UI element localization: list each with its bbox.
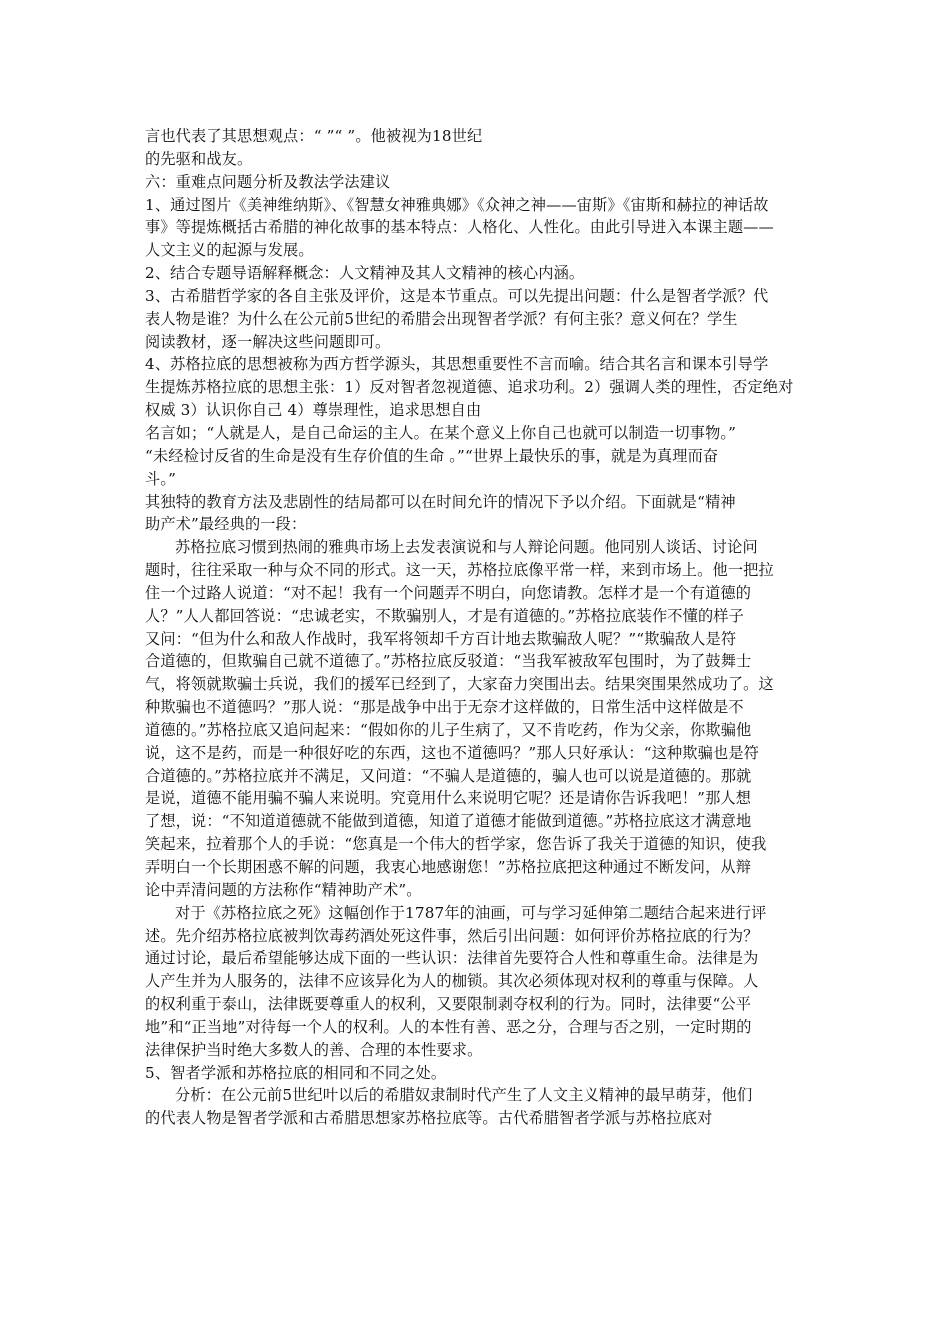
- text-line: 对于《苏格拉底之死》这幅创作于1787年的油画，可与学习延伸第二题结合起来进行评: [175, 903, 767, 922]
- text-line: 表人物是谁？为什么在公元前5世纪的希腊会出现智者学派？有何主张？意义何在？学生: [145, 309, 738, 328]
- text-line: 2、结合专题导语解释概念：人文精神及其人文精神的核心内涵。: [145, 264, 585, 283]
- text-line: 斗。”: [145, 469, 176, 488]
- text-line: 阅读教材，逐一解决这些问题即可。: [145, 332, 391, 351]
- text-line: 了想，说：“不知道道德就不能做到道德，知道了道德才能做到道德。”苏格拉底这才满意地: [145, 812, 752, 831]
- text-line: 1、通过图片《美神维纳斯》、《智慧女神雅典娜》《众神之神——宙斯》《宙斯和赫拉的神话故: [145, 195, 769, 214]
- text-line: 题时，往往采取一种与众不同的形式。这一天，苏格拉底像平常一样，来到市场上。他一把拉: [145, 561, 774, 580]
- text-line: 人？”人人都回答说：“忠诚老实，不欺骗别人，才是有道德的。”苏格拉底装作不懂的样子: [145, 606, 744, 625]
- text-line: 人文主义的起源与发展。: [145, 241, 314, 260]
- text-line: 4、苏格拉底的思想被称为西方哲学源头，其思想重要性不言而喻。结合其名言和课本引导学: [145, 355, 769, 374]
- text-line: 的代表人物是智者学派和古希腊思想家苏格拉底等。古代希腊智者学派与苏格拉底对: [145, 1109, 713, 1128]
- text-line: 述。先介绍苏格拉底被判饮毒药酒处死这件事，然后引出问题：如何评价苏格拉底的行为？: [145, 926, 759, 945]
- text-line: 分析：在公元前5世纪叶以后的希腊奴隶制时代产生了人文主义精神的最早萌芽，他们: [175, 1086, 753, 1105]
- text-line: 笑起来，拉着那个人的手说：“您真是一个伟大的哲学家，您告诉了我关于道德的知识，使我: [145, 835, 767, 854]
- text-line: 其独特的教育方法及悲剧性的结局都可以在时间允许的情况下予以介绍。下面就是“精神: [145, 492, 736, 511]
- text-line: 苏格拉底习惯到热闹的雅典市场上去发表演说和与人辩论问题。他同别人谈话、讨论问: [175, 538, 758, 557]
- text-line: 名言如；“人就是人，是自己命运的主人。在某个意义上你自己也就可以制造一切事物。”: [145, 423, 737, 442]
- text-line: 道德的。”苏格拉底又追问起来：“假如你的儿子生病了，又不肯吃药，作为父亲，你欺骗他: [145, 720, 752, 739]
- text-line: 事》等提炼概括古希腊的神化故事的基本特点：人格化、人性化。由此引导进入本课主题——: [145, 218, 774, 237]
- text-line: 说，这不是药，而是一种很好吃的东西，这也不道德吗？”那人只好承认：“这种欺骗也是符: [145, 743, 759, 762]
- text-line: 法律保护当时绝大多数人的善、合理的本性要求。: [145, 1040, 483, 1059]
- text-line: 论中弄清问题的方法称作“精神助产术”。: [145, 880, 422, 899]
- text-line: 3、古希腊哲学家的各自主张及评价，这是本节重点。可以先提出问题：什么是智者学派？代: [145, 286, 769, 305]
- text-line: 气，将领就欺骗士兵说，我们的援军已经到了，大家奋力突围出去。结果突围果然成功了。这: [145, 675, 774, 694]
- text-line: 权威 3）认识你自己 4）尊崇理性，追求思想自由: [145, 401, 482, 420]
- text-line: 住一个过路人说道：“对不起！我有一个问题弄不明白，向您请教。怎样才是一个有道德的: [145, 583, 752, 602]
- text-line: 地”和“正当地”对待每一个人的权利。人的本性有善、恶之分，合理与否之别，一定时期的: [145, 1017, 752, 1036]
- text-line: 六：重难点问题分析及教法学法建议: [145, 172, 391, 191]
- text-line: 是说，道德不能用骗不骗人来说明。究竟用什么来说明它呢？还是请你告诉我吧！”那人想: [145, 789, 752, 808]
- text-line: 助产术”最经典的一段：: [145, 515, 307, 534]
- text-line: 弄明白一个长期困惑不解的问题，我衷心地感谢您！”苏格拉底把这种通过不断发问，从辩: [145, 858, 752, 876]
- text-line: 的权利重于泰山，法律既要尊重人的权利，又要限制剥夺权利的行为。同时，法律要“公平: [145, 995, 752, 1014]
- text-line: “未经检讨反省的生命是没有生存价值的生命 。”“世界上最快乐的事，就是为真理而奋: [145, 446, 719, 465]
- text-line: 通过讨论，最后希望能够达成下面的一些认识：法律首先要符合人性和尊重生命。法律是为: [145, 949, 759, 968]
- text-line: 言也代表了其思想观点：“ ”“ ”。他被视为18世纪: [145, 127, 483, 145]
- text-line: 人产生并为人服务的，法律不应该异化为人的枷锁。其次必须体现对权利的尊重与保障。人: [145, 972, 759, 991]
- text-line: 种欺骗也不道德吗？”那人说：“那是战争中出于无奈才这样做的，日常生活中这样做是不: [145, 698, 744, 717]
- text-line: 又问：“但为什么和敌人作战时，我军将领却千方百计地去欺骗敌人呢？”“欺骗敌人是符: [145, 629, 737, 648]
- text-line: 5、智者学派和苏格拉底的相同和不同之处。: [145, 1063, 447, 1082]
- text-line: 合道德的。”苏格拉底并不满足，又问道：“不骗人是道德的，骗人也可以说是道德的。那就: [145, 766, 752, 785]
- text-line: 合道德的，但欺骗自己就不道德了。”苏格拉底反驳道：“当我军被敌军包围时，为了鼓舞士: [145, 652, 752, 671]
- text-line: 的先驱和战友。: [145, 149, 253, 168]
- text-line: 生提炼苏格拉底的思想主张：1）反对智者忽视道德、追求功利。2）强调人类的理性，否定绝对: [145, 378, 794, 397]
